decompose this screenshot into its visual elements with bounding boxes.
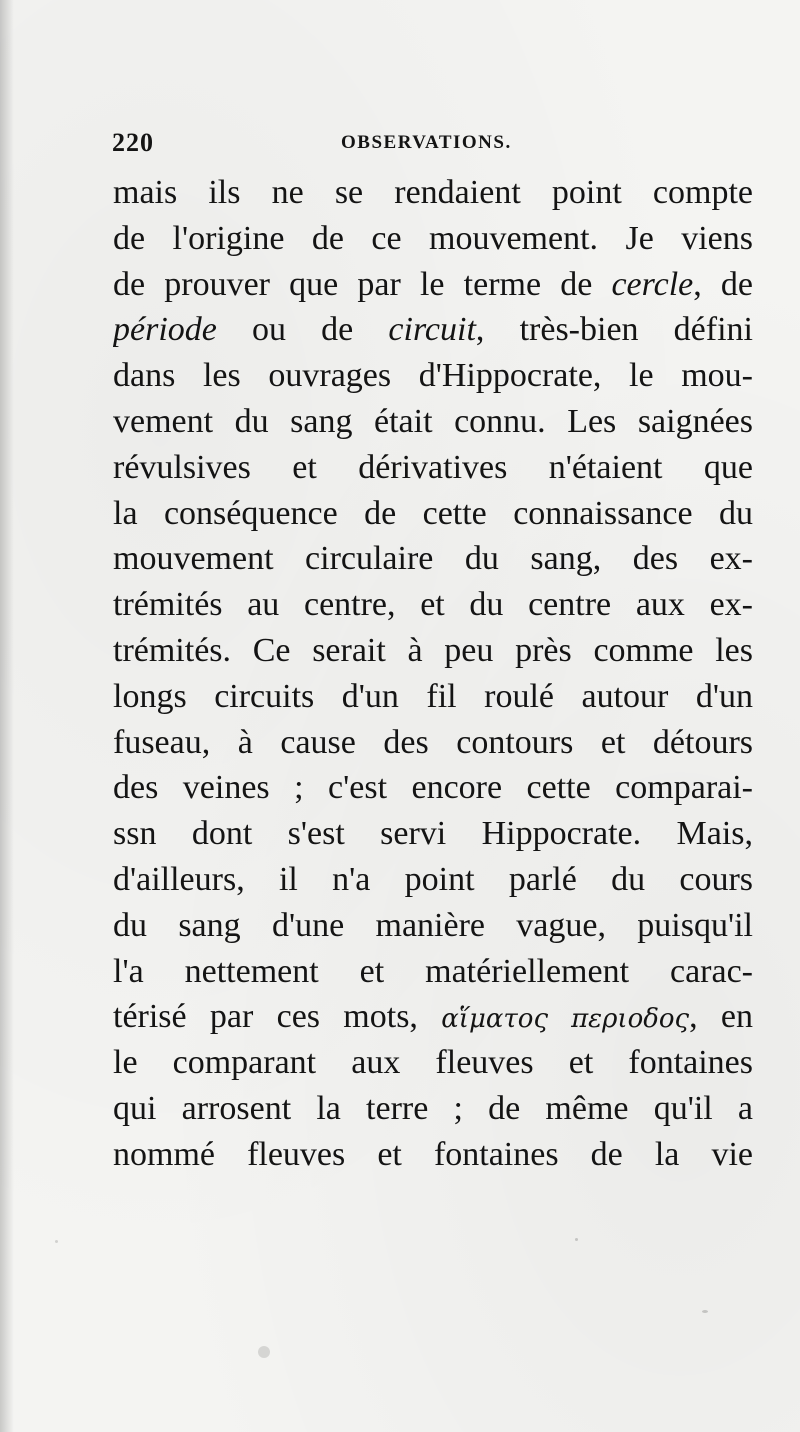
paper-speck (55, 1240, 58, 1243)
text-line: mais ils ne se rendaient point compte (113, 174, 753, 211)
paper-speck (702, 1310, 708, 1313)
text-line: le comparant aux fleuves et fontaines (113, 1044, 753, 1082)
text-line: révulsives et dérivatives n'étaient que (113, 448, 753, 486)
text-line (113, 994, 753, 1040)
text-line: nommé fleuves et fontaines de la vie (113, 1135, 753, 1173)
text-line: de l'origine de ce mouvement. Je viens (113, 219, 753, 257)
paper-speck (575, 1238, 578, 1241)
text-run: ou de (216, 311, 389, 349)
text-line (113, 307, 753, 353)
page-edge-shadow (0, 0, 14, 1432)
text-line: trémités au centre, et du centre aux ex- (113, 586, 753, 624)
page-number: 220 (112, 128, 154, 157)
text-line: des veines ; c'est encore cette comparai- (113, 769, 753, 807)
running-head: OBSERVATIONS. (341, 132, 512, 153)
greek-phrase: αἵματος περιοδος (441, 1004, 690, 1035)
text-line: d'ailleurs, il n'a point parlé du cours (113, 860, 753, 898)
text-line: l'a nettement et matériellement carac- (113, 952, 753, 990)
paper-speck (258, 1346, 270, 1358)
text-line: qui arrosent la terre ; de même qu'il a (113, 1089, 753, 1127)
italic-term: période (113, 311, 217, 349)
italic-term: cercle (611, 265, 694, 303)
text-line: ssn dont s'est servi Hippocrate. Mais, (113, 815, 753, 853)
italic-term: circuit (388, 311, 476, 349)
text-line: trémités. Ce serait à peu près comme les (113, 631, 753, 669)
text-line: dans les ouvrages d'Hippocrate, le mou- (113, 357, 753, 395)
text-line (113, 262, 753, 308)
page-header (112, 128, 752, 162)
text-run: , de (693, 265, 753, 303)
text-run: térisé par ces mots, (113, 998, 442, 1036)
text-line: du sang d'une manière vague, puisqu'il (113, 906, 753, 944)
text-line: vement du sang était connu. Les saignées (113, 402, 753, 440)
body-text (113, 170, 753, 1178)
text-line: fuseau, à cause des contours et détours (113, 723, 753, 761)
text-line: longs circuits d'un fil roulé autour d'un (113, 677, 753, 715)
text-run: de prouver que par le terme de (113, 265, 612, 303)
text-line: mouvement circulaire du sang, des ex- (113, 540, 753, 578)
text-run: , en (689, 998, 753, 1036)
text-run: , très-bien défini (475, 311, 753, 349)
text-line: la conséquence de cette connaissance du (113, 494, 753, 532)
